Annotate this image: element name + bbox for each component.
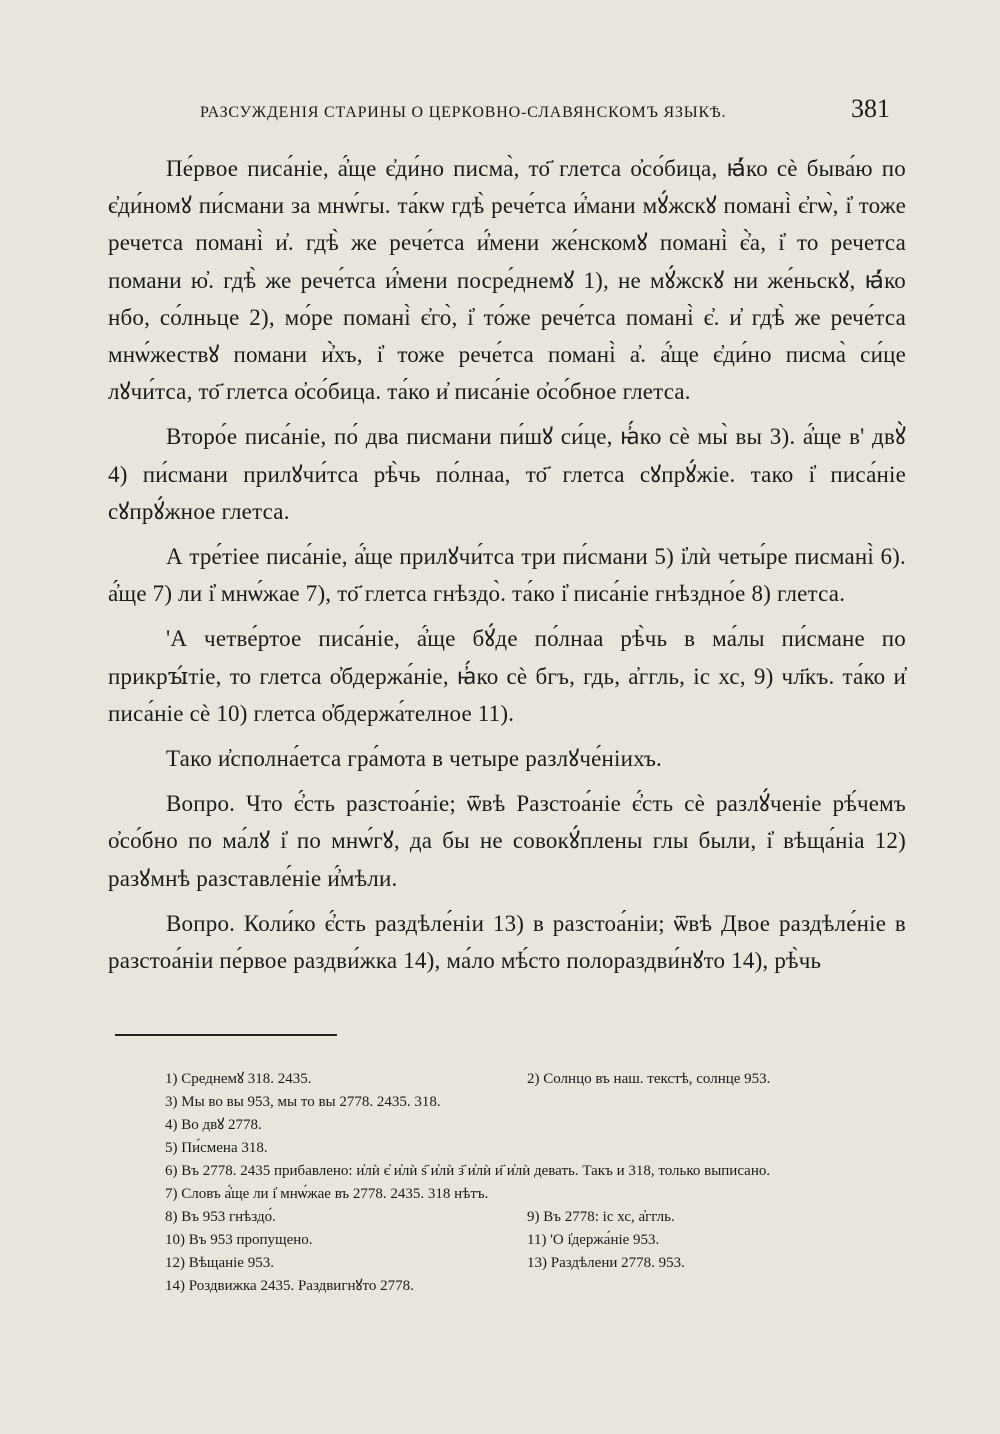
footnote-7: 7) Словъ а҆́ще ли і҆ мнѡ́жае въ 2778. 2435. 318 нѣтъ. [165, 1186, 489, 1202]
footnote-2: 2) Солнцо въ наш. текстѣ, солнце 953. [527, 1071, 771, 1087]
footnote-row [165, 1206, 907, 1229]
footnote-1: 1) Среднемꙋ 318. 2435. [165, 1071, 312, 1087]
footnote-5: 5) Пи́смена 318. [165, 1140, 268, 1156]
footnote-14: 14) Роздвижка 2435. Раздвигнꙋто 2778. [165, 1278, 414, 1294]
footnote-13: 13) Раздѣлени 2778. 953. [527, 1255, 685, 1271]
paragraph-2: Второ́е писа́ніе, по́ два писмани пи́шꙋ си́це, ꙗ҆́ко сѐ мы̀ вы 3). а҆́ще в' двꙋ̀ 4) пи́смани прилꙋчи́тса рѣ̀чь по́лнаа, то҃ глетса сꙋпрꙋ́жіе. тако і҆ писа́ніе сꙋпрꙋ́жное глетса. [108, 424, 906, 524]
page-number: 381 [851, 94, 890, 123]
footnotes [165, 1068, 907, 1298]
footnote-rule [115, 1034, 337, 1036]
running-head: РАЗСУЖДЕНІЯ СТАРИНЫ О ЦЕРКОВНО-СЛАВЯНСКОМЪ ЯЗЫКѢ. [200, 104, 727, 121]
footnote-row [165, 1229, 907, 1252]
footnote-row [165, 1252, 907, 1275]
paragraph-5: Тако и҆сполна́етса гра́мота в четыре разлꙋче́ніихъ. [166, 746, 662, 772]
paragraph-7: Вопро. Коли́ко є҆́сть раздѣле́ніи 13) в разстоа́ніи; ѿвѣ Двое раздѣле́ніе в разстоа́ніи пе́рвое раздви́жка 14), ма́ло мѣ́сто полораздви́нꙋто 14), рѣ̀чь [108, 910, 906, 974]
paragraph-3: А тре́тіее писа́ніе, а҆́ще прилꙋчи́тса три пи́смани 5) і҆лѝ четы́ре писмані̀ 6). а҆́ще 7) ли і҆ мнѡ́жае 7), то҃ глетса гнѣздо̀. та́ко і҆ писа́ніе гнѣздно́е 8) глетса. [108, 544, 906, 607]
footnote-6: 6) Въ 2778. 2435 прибавлено: и҆лѝ є҆ и҆лѝ ѕ҃ и҆лѝ з҃ и҆лѝ и҃ и҆лѝ девать. Такъ и 318, только выписано. [165, 1163, 771, 1179]
main-text [108, 150, 906, 987]
footnote-11: 11) 'О і҆держа́ніе 953. [527, 1232, 660, 1248]
footnote-9: 9) Въ 2778: іс хс, а҆ггль. [527, 1209, 675, 1225]
paragraph-6: Вопро. Что є҆́сть разстоа́ніе; ѿвѣ Разстоа́ніе є҆́сть сѐ разлꙋ́ченіе рѣ́чемъ о҆со́бно по ма́лꙋ і҆ по мнѡ́гꙋ, да бы не совокꙋ́плены глы были, і҆ вѣща́ніа 12) разꙋмнѣ разставле́ніе и҆́мѣли. [108, 791, 906, 891]
paragraph-4: 'А четве́ртое писа́ніе, а҆́ще бꙋ́де по́лнаа рѣ̀чь в ма́лы пи́смане по прикрꙑ́тіе, то глетса о҆бдержа́ніе, ꙗ҆́ко сѐ бгъ, гдь, а҆ггль, іс хс, 9) чл҃къ. та́ко и҆ писа́ніе сѐ 10) глетса о҆бдержа́телное 11). [108, 626, 906, 726]
footnote-row [165, 1068, 907, 1091]
footnote-12: 12) Вѣщаніе 953. [165, 1255, 274, 1271]
footnote-4: 4) Во двꙋ 2778. [165, 1117, 262, 1133]
paragraph-1: Пе́рвое писа́ніе, а҆́ще є҆ди́но писма̀, то҃ глетса о҆со́бица, ꙗ҆́ко сѐ быва́ю по є҆ди́номꙋ пи́смани за мнѡ́гы. та́кѡ гдѣ̀ рече́тса и҆́мани мꙋ́жскꙋ помані̀ є҆гѡ̀, і҆ тоже речетса помані̀ и҆. гдѣ̀ же рече́тса и҆́мени же́нскомꙋ помані̀ є҆̀а, і҆ то речетса помани ю҆. гдѣ̀ же рече́тса и҆́мени посре́днемꙋ 1), не мꙋ́жскꙋ ни же́ньскꙋ, ꙗ҆́ко нбо, со́лньце 2), мо́ре помані̀ є҆го̀, і҆ то́же рече́тса помані̀ є҆. и҆ гдѣ̀ же рече́тса мнѡ́жествꙋ помани и҆̀хъ, і҆ тоже рече́тса помані̀ а҆. а҆́ще є҆ди́но писма̀ си́це лꙋчи́тса, то҃ глетса о҆со́бица. та́ко и҆ писа́ніе о҆со́бное глетса. [108, 156, 906, 405]
footnote-10: 10) Въ 953 пропущено. [165, 1232, 313, 1248]
page-header [100, 92, 900, 132]
footnote-3: 3) Мы во вы 953, мы то вы 2778. 2435. 318. [165, 1094, 441, 1110]
footnote-8: 8) Въ 953 гнѣздо́. [165, 1209, 276, 1225]
